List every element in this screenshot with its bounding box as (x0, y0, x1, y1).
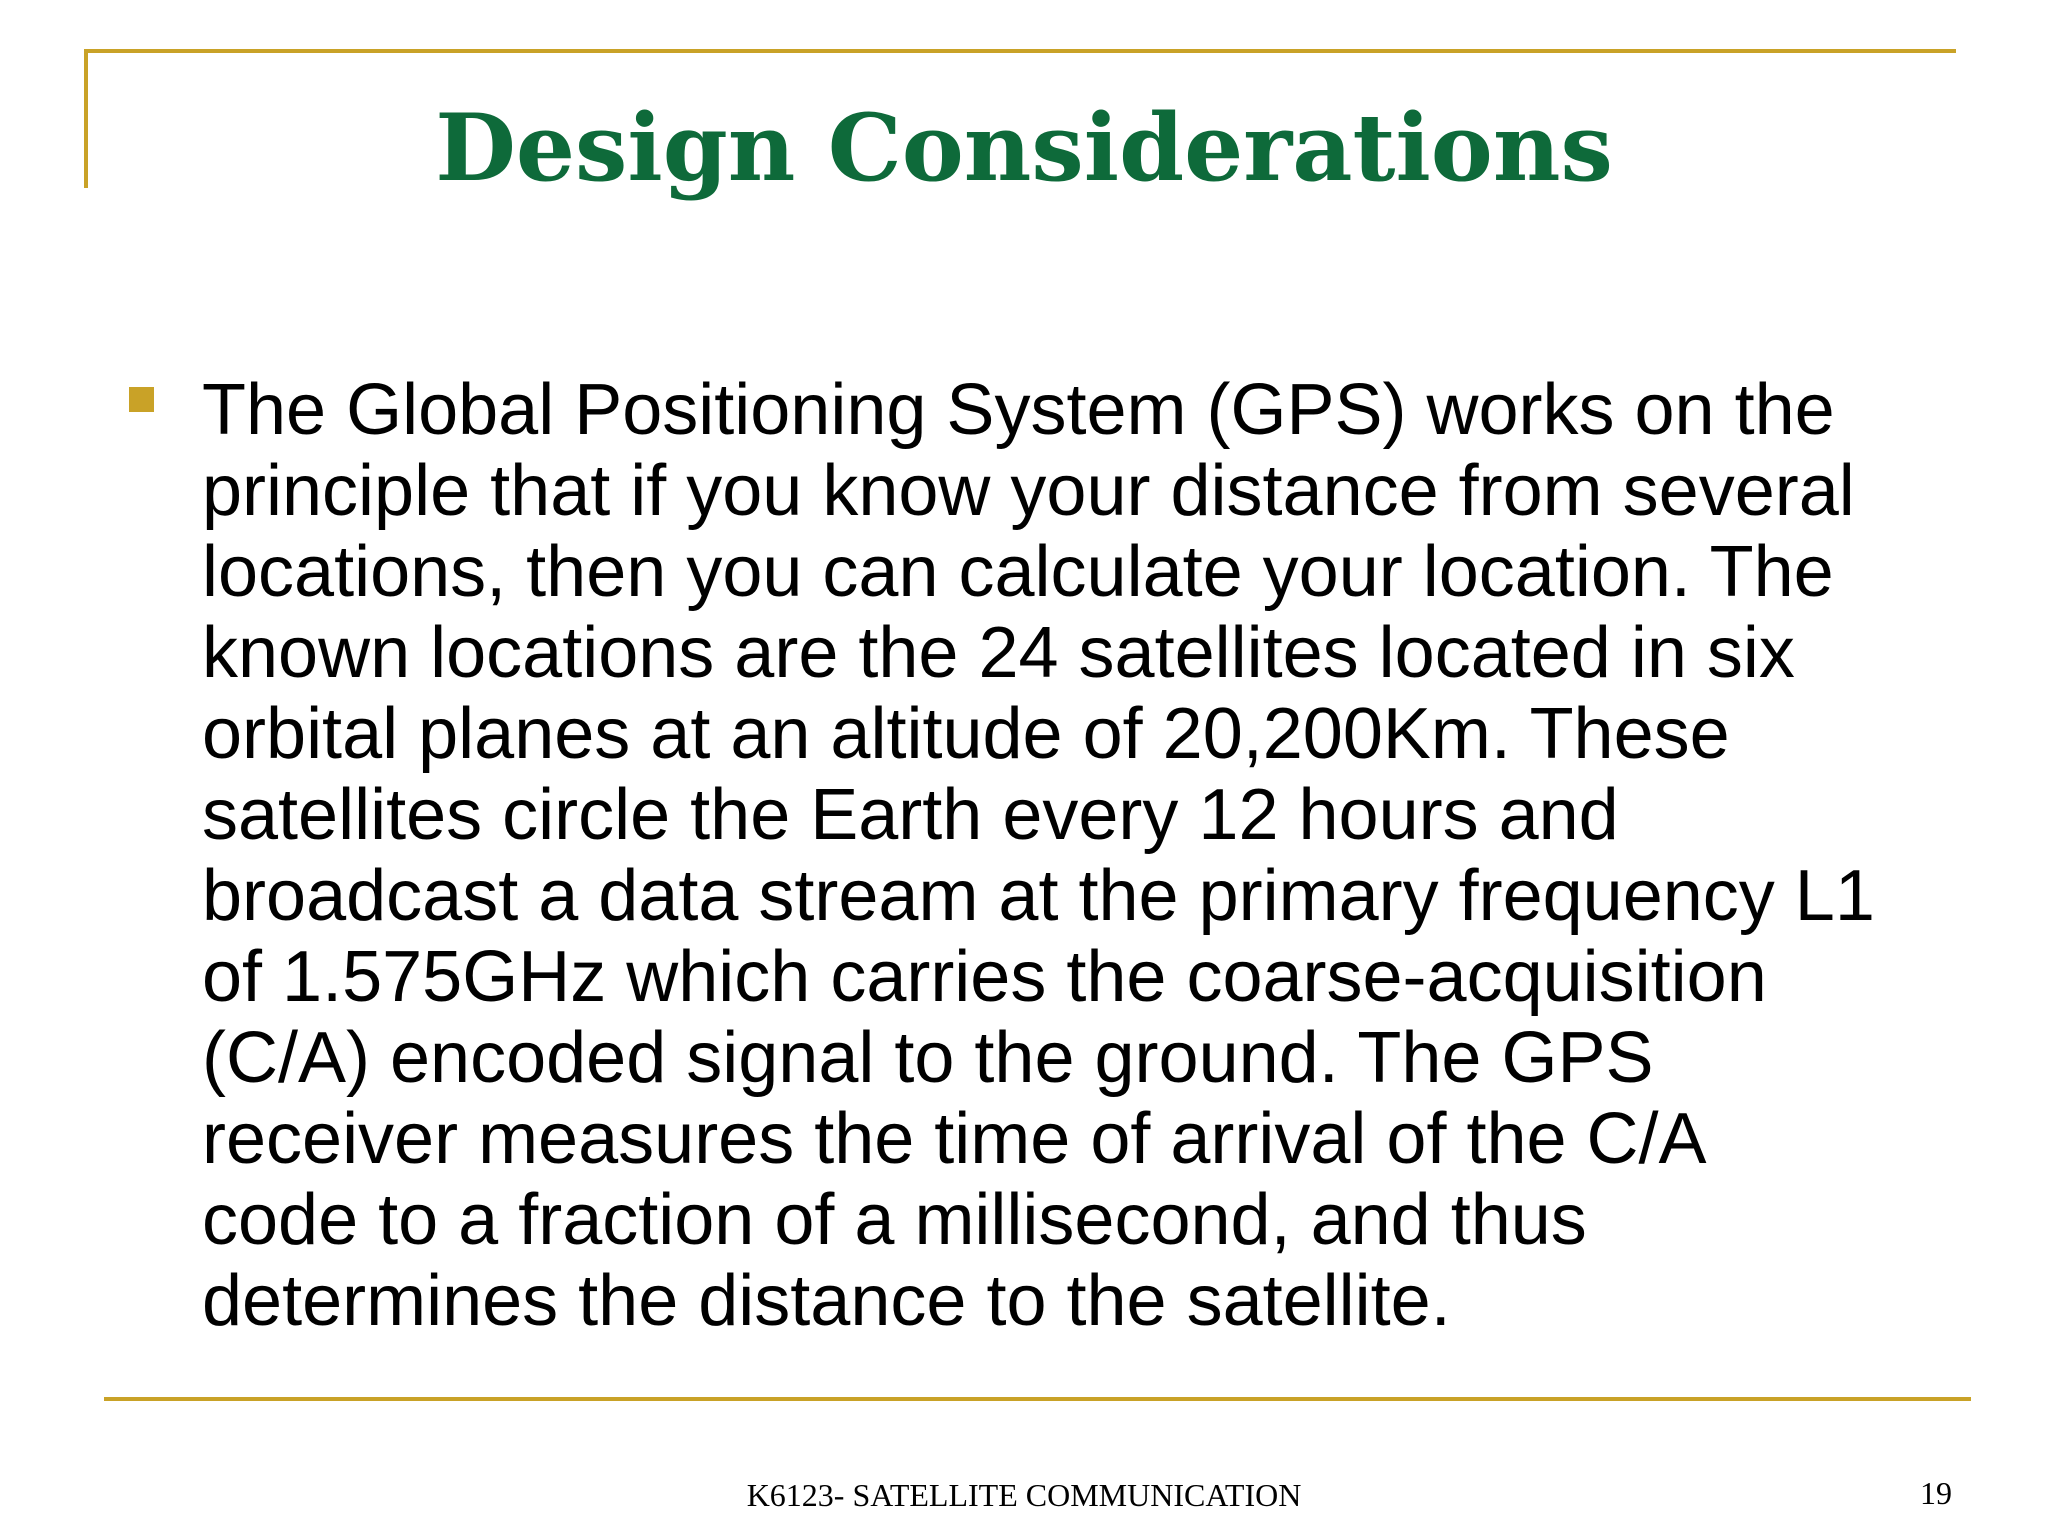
footer-course-title: K6123- SATELLITE COMMUNICATION (746, 1477, 1302, 1513)
bullet-text-line: locations, then you can calculate your location. The (202, 532, 1834, 612)
bullet-text-line: of 1.575GHz which carries the coarse-acquisition (202, 937, 1767, 1017)
bottom-divider (104, 1397, 1971, 1401)
bullet-text-line: determines the distance to the satellite. (202, 1261, 1451, 1341)
bullet-text-line: known locations are the 24 satellites located in six (202, 613, 1795, 693)
slide-title: Design Considerations (435, 93, 1613, 202)
bullet-text-line: orbital planes at an altitude of 20,200Km. These (202, 694, 1730, 774)
bullet-text-line: The Global Positioning System (GPS) works on the (202, 370, 1835, 450)
bullet-text-line: (C/A) encoded signal to the ground. The GPS (202, 1018, 1654, 1098)
bullet-square-icon (129, 387, 154, 412)
bullet-text (202, 370, 1962, 1342)
page-number: 19 (1920, 1475, 1952, 1511)
bullet-text-line: principle that if you know your distance from several (202, 451, 1855, 531)
bullet-text-line: satellites circle the Earth every 12 hours and (202, 775, 1619, 855)
bullet-text-line: code to a fraction of a millisecond, and thus (202, 1180, 1587, 1260)
top-divider (84, 49, 1956, 53)
bullet-text-line: broadcast a data stream at the primary frequency L1 (202, 856, 1875, 936)
bullet-text-line: receiver measures the time of arrival of the C/A (202, 1099, 1707, 1179)
